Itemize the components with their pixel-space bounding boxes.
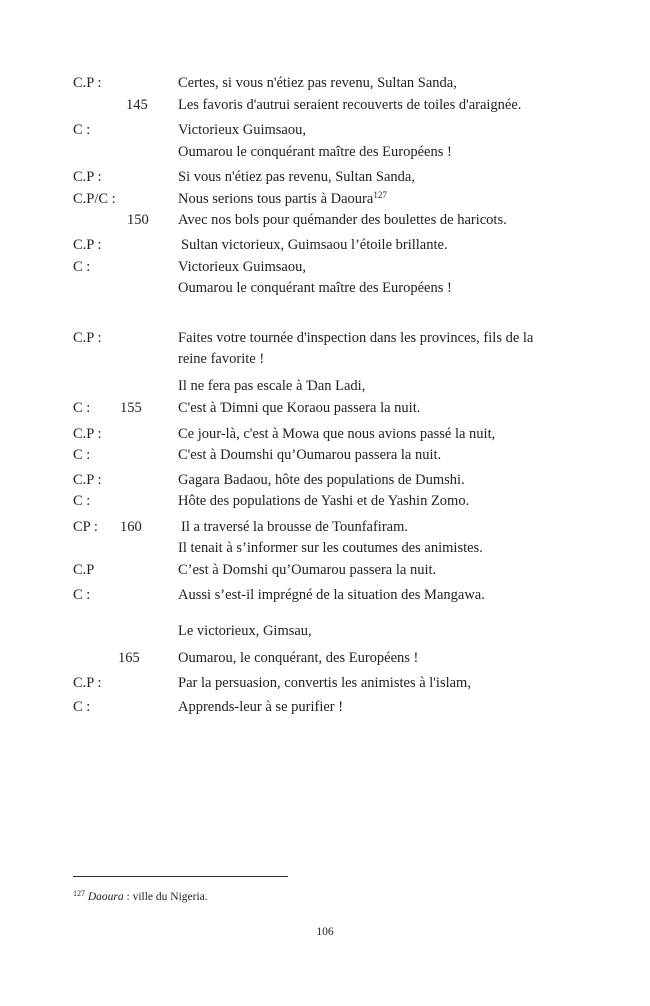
speaker-label: C :	[73, 699, 91, 715]
footnote-text: : ville du Nigeria.	[123, 891, 208, 903]
speaker-label: C :	[73, 122, 91, 138]
verse-line	[0, 72, 650, 94]
speaker-label: C.P	[73, 562, 95, 578]
speaker-label: C.P :	[73, 237, 102, 253]
verse-line	[0, 584, 650, 606]
verse-line	[0, 256, 650, 278]
speaker-label: C :	[73, 493, 91, 509]
speaker-label: C :	[73, 259, 91, 275]
verse-text: C'est à Doumshi qu’Oumarou passera la nuit.	[178, 447, 442, 463]
verse-line	[0, 234, 650, 256]
verse-text: Faites votre tournée d'inspection dans les provinces, fils de la	[178, 330, 534, 346]
verse-line	[0, 119, 650, 141]
speaker-label: C.P/C :	[73, 191, 116, 207]
verse-text: Gagara Badaou, hôte des populations de Dumshi.	[178, 472, 465, 488]
verse-text: Apprends-leur à se purifier !	[178, 699, 344, 715]
line-number: 155	[120, 400, 142, 416]
verse-text: Si vous n'étiez pas revenu, Sultan Sanda,	[178, 169, 415, 185]
verse-line	[0, 516, 650, 538]
speaker-label: C.P :	[73, 675, 102, 691]
verse-line	[0, 444, 650, 466]
speaker-label: C.P :	[73, 472, 102, 488]
verse-line	[0, 141, 650, 163]
verse-text: reine favorite !	[178, 351, 265, 367]
page-number: 106	[316, 926, 334, 938]
verse-text-with-footnote	[178, 188, 387, 210]
verse-text: Hôte des populations de Yashi et de Yashin Zomo.	[178, 493, 470, 509]
verse-text: Oumarou, le conquérant, des Européens !	[178, 650, 419, 666]
line-number: 145	[126, 97, 148, 113]
verse-text: Victorieux Guimsaou,	[178, 259, 306, 275]
speaker-label: C.P :	[73, 169, 102, 185]
verse-text: Oumarou le conquérant maître des Européens !	[178, 280, 452, 296]
line-number: 160	[120, 519, 142, 535]
verse-line	[0, 277, 650, 299]
verse-line	[0, 327, 650, 349]
verse-text: Victorieux Guimsaou,	[178, 122, 306, 138]
verse-text: Le victorieux, Gimsau,	[178, 623, 312, 639]
verse-line	[0, 647, 650, 669]
verse-text: Les favoris d'autrui seraient recouverts de toiles d'araignée.	[178, 97, 522, 113]
verse-line	[0, 166, 650, 188]
verse-text: Par la persuasion, convertis les animistes à l'islam,	[178, 675, 471, 691]
footnote-number: 127	[73, 889, 85, 898]
footnote-term: Daoura	[87, 891, 124, 903]
verse-line	[0, 490, 650, 512]
verse-text: Aussi s’est-il imprégné de la situation des Mangawa.	[178, 587, 485, 603]
verse-text: Avec nos bols pour quémander des boulettes de haricots.	[178, 212, 507, 228]
speaker-label: C :	[73, 447, 91, 463]
verse-text: Certes, si vous n'étiez pas revenu, Sultan Sanda,	[178, 75, 457, 91]
verse-text: Il a traversé la brousse de Tounfafiram.	[181, 519, 409, 535]
verse-text: Sultan victorieux, Guimsaou l’étoile brillante.	[181, 237, 448, 253]
verse-text: Oumarou le conquérant maître des Européens !	[178, 144, 452, 160]
verse-line	[0, 348, 650, 370]
speaker-label: C.P :	[73, 75, 102, 91]
verse-text: C’est à Domshi qu’Oumarou passera la nuit.	[178, 562, 437, 578]
speaker-label: C :	[73, 587, 91, 603]
line-number: 150	[127, 212, 149, 228]
footnote	[73, 886, 208, 905]
footnote-divider	[73, 876, 288, 877]
verse-line	[0, 696, 650, 718]
verse-line	[0, 423, 650, 445]
verse-line	[0, 188, 650, 210]
verse-line	[0, 397, 650, 419]
verse-line	[0, 537, 650, 559]
verse-line	[0, 672, 650, 694]
verse-line	[0, 375, 650, 397]
footnote-reference[interactable]: 127	[373, 190, 387, 200]
verse-line	[0, 94, 650, 116]
verse-text: Nous serions tous partis à Daoura	[178, 191, 374, 207]
verse-text: C'est à Ɗimni que Koraou passera la nuit.	[178, 400, 421, 416]
verse-text: Il ne fera pas escale à Ɗan Ladi,	[178, 378, 366, 394]
verse-line	[0, 620, 650, 642]
speaker-label: C.P :	[73, 426, 102, 442]
verse-line	[0, 209, 650, 231]
speaker-label: CP :	[73, 519, 98, 535]
verse-line	[0, 469, 650, 491]
verse-line	[0, 559, 650, 581]
speaker-label: C.P :	[73, 330, 102, 346]
speaker-label: C :	[73, 400, 91, 416]
line-number: 165	[118, 650, 140, 666]
verse-text: Il tenait à s’informer sur les coutumes des animistes.	[178, 540, 483, 556]
verse-text: Ce jour-là, c'est à Mowa que nous avions passé la nuit,	[178, 426, 496, 442]
